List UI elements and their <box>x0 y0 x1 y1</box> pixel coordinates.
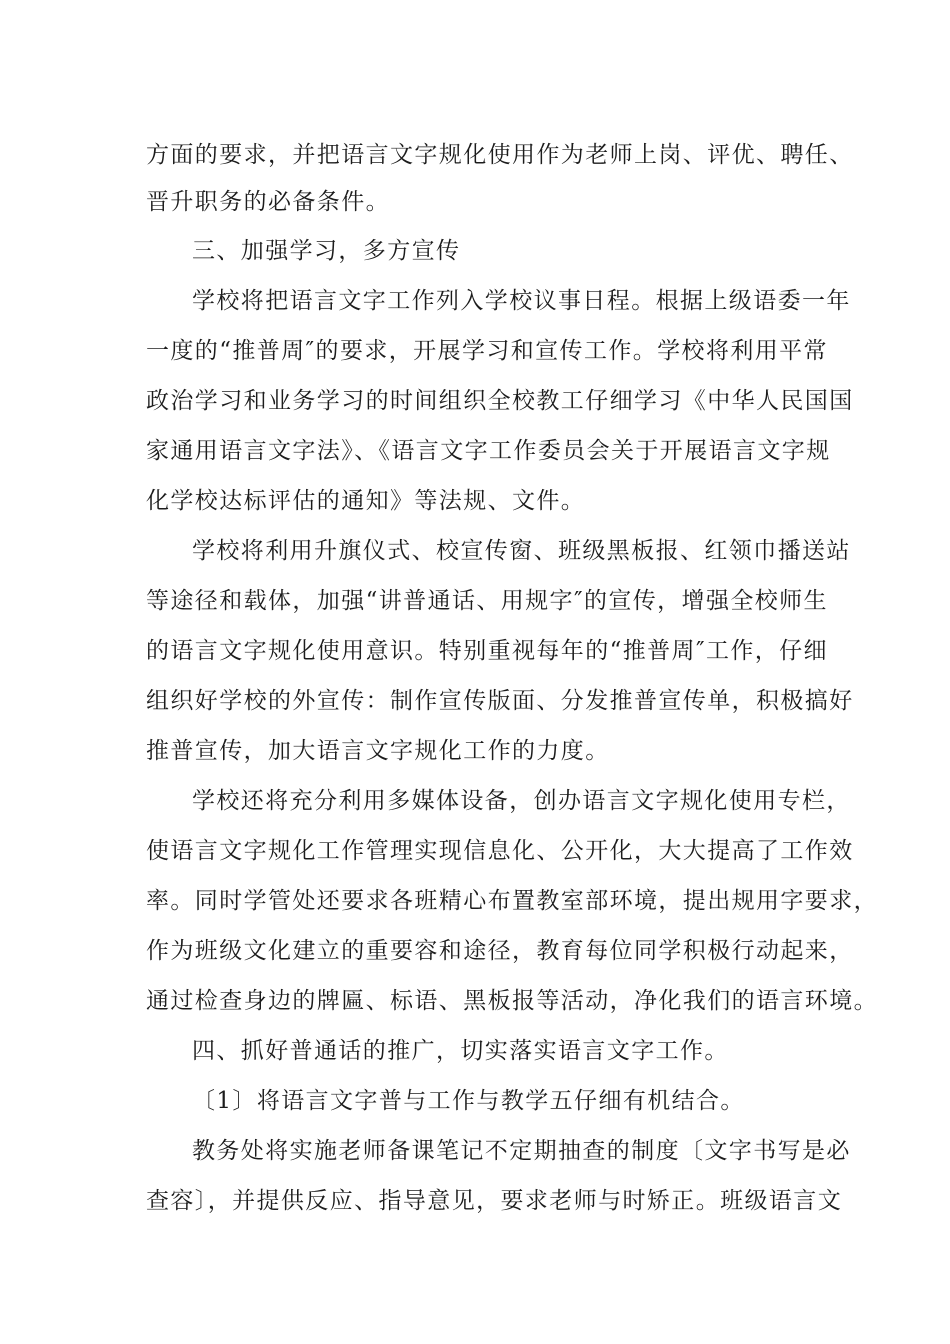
text-line: 通过检查身边的牌匾、标语、黑板报等活动，净化我们的语言环境。 <box>146 988 878 1014</box>
text-line: 使语言文字规化工作管理实现信息化、公开化，大大提高了工作效 <box>146 838 854 864</box>
text-line: 家通用语言文字法》、《语言文字工作委员会关于开展语言文字规 <box>146 438 831 464</box>
text-line: 等途径和载体，加强“讲普通话、用规字″的宣传，增强全校师生 <box>146 588 828 614</box>
text-line: 查容〕，并提供反应、指导意见，要求老师与时矫正。班级语言文 <box>146 1188 843 1214</box>
text-line: 化学校达标评估的通知》等法规、文件。 <box>146 488 586 514</box>
text-line: 教务处将实施老师备课笔记不定期抽查的制度〔文字书写是必 <box>192 1138 851 1164</box>
text-line: 学校还将充分利用多媒体设备，创办语言文字规化使用专栏， <box>192 788 851 814</box>
text-line: 推普宣传，加大语言文字规化工作的力度。 <box>146 738 610 764</box>
text-line: 政治学习和业务学习的时间组织全校教工仔细学习《中华人民国国 <box>146 388 854 414</box>
subsection-heading: 〔1〕将语言文字普与工作与教学五仔细有机结合。 <box>192 1088 745 1114</box>
text-line: 学校将把语言文字工作列入学校议事日程。根据上级语委一年 <box>192 288 851 314</box>
text-line: 的语言文字规化使用意识。特别重视每年的“推普周″工作，仔细 <box>146 638 828 664</box>
section-heading: 三、加强学习，多方宣传 <box>192 238 461 264</box>
section-heading: 四、抓好普通话的推广，切实落实语言文字工作。 <box>192 1038 729 1064</box>
text-line: 方面的要求，并把语言文字规化使用作为老师上岗、评优、聘任、 <box>146 142 854 168</box>
text-line: 一度的“推普周″的要求，开展学习和宣传工作。学校将利用平常 <box>146 338 828 364</box>
text-line: 学校将利用升旗仪式、校宣传窗、班级黑板报、红领巾播送站 <box>192 538 851 564</box>
text-line: 组织好学校的外宣传：制作宣传版面、分发推普宣传单，积极搞好 <box>146 688 854 714</box>
text-line: 晋升职务的必备条件。 <box>146 189 390 215</box>
text-line: 作为班级文化建立的重要容和途径，教育每位同学积极行动起来， <box>146 938 854 964</box>
text-line: 率。同时学管处还要求各班精心布置教室部环境，提出规用字要求， <box>146 888 878 914</box>
